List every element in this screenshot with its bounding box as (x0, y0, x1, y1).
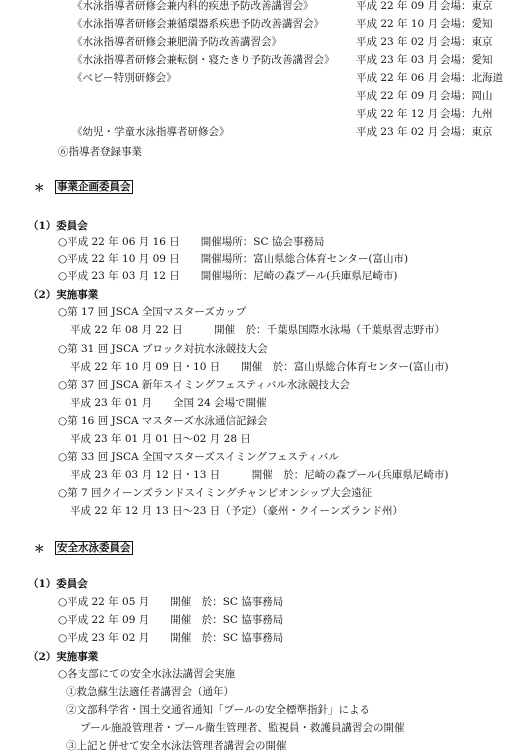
project-detail: 平成 23 年 01 月 01 日～02 月 28 日 (70, 433, 251, 445)
schedule-venue: 会場：東京 (440, 36, 493, 48)
schedule-date: 平成 22 年 06 月 (356, 72, 439, 84)
section-bullet: ＊ (34, 182, 45, 194)
section-title: 安全水泳委員会 (57, 542, 131, 554)
schedule-date: 平成 23 年 03 月 (356, 54, 439, 66)
project-detail: 平成 22 年 10 月 09 日・10 日 開催 於：富山県総合体育センター(富山市) (70, 361, 449, 373)
project-detail: 平成 22 年 12 月 13 日～23 日（予定）（豪州・クイーンズランド州） (70, 505, 404, 517)
registration-item: ⑥指導者登録事業 (58, 146, 142, 158)
list-item: プール施設管理者・プール衛生管理者、監視員・救護員講習会の開催 (80, 722, 405, 734)
meeting-item: ○平成 22 年 06 月 16 日 開催場所：SC 協会事務局 (58, 236, 325, 248)
project-detail: 平成 22 年 08 月 22 日 開催 於：千葉県国際水泳場（千葉県習志野市） (70, 324, 446, 336)
schedule-venue: 会場：九州 (440, 108, 493, 120)
schedule-date: 平成 22 年 10 月 (356, 18, 439, 30)
meeting-item: ○平成 22 年 05 月 開催 於：SC 協事務局 (58, 596, 284, 608)
committee-heading: （1）委員会 (28, 578, 88, 590)
meeting-item: ○平成 23 年 02 月 開催 於：SC 協事務局 (58, 632, 284, 644)
schedule-title: 《水泳指導者研修会兼循環器系疾患予防改善講習会》 (72, 18, 324, 30)
schedule-venue: 会場：愛知 (440, 18, 493, 30)
schedule-title: 《水泳指導者研修会兼転倒・寝たきり予防改善講習会》 (72, 54, 335, 66)
section-title: 事業企画委員会 (57, 181, 131, 193)
schedule-venue: 会場：北海道 (440, 72, 503, 84)
schedule-title: 《ベビー特別研修会》 (72, 72, 177, 84)
projects-heading: （2）実施事業 (28, 289, 99, 301)
schedule-venue: 会場：東京 (440, 0, 493, 12)
list-item: ③上記と併せて安全水泳法管理者講習会の開催 (66, 740, 287, 752)
schedule-venue: 会場：東京 (440, 126, 493, 138)
schedule-date: 平成 22 年 09 月 (356, 0, 439, 12)
project-detail: 平成 23 年 01 月 全国 24 会場で開催 (70, 397, 267, 409)
meeting-item: ○平成 22 年 10 月 09 日 開催場所：富山県総合体育センター(富山市) (58, 253, 409, 265)
meeting-item: ○平成 23 年 03 月 12 日 開催場所：尼崎の森プール(兵庫県尼崎市) (58, 270, 398, 282)
committee-heading: （1）委員会 (28, 220, 88, 232)
project-name: ○第 7 回クイーンズランドスイミングチャンピオンシップ大会遠征 (58, 487, 373, 499)
schedule-date: 平成 23 年 02 月 (356, 36, 439, 48)
projects-intro: ○各支部にての安全水泳法講習会実施 (58, 668, 236, 680)
project-name: ○第 31 回 JSCA ブロック対抗水泳競技大会 (58, 343, 268, 355)
list-item: ②文部科学省・国土交通省通知「プールの安全標準指針」による (66, 704, 370, 716)
project-name: ○第 17 回 JSCA 全国マスターズカップ (58, 306, 247, 318)
project-name: ○第 16 回 JSCA マスターズ水泳通信記録会 (58, 415, 268, 427)
schedule-venue: 会場：愛知 (440, 54, 493, 66)
meeting-item: ○平成 22 年 09 月 開催 於：SC 協事務局 (58, 614, 284, 626)
schedule-date: 平成 23 年 02 月 (356, 126, 439, 138)
list-item: ①救急蘇生法適任者講習会（通年） (66, 686, 234, 698)
schedule-date: 平成 22 年 12 月 (356, 108, 439, 120)
project-name: ○第 33 回 JSCA 全国マスターズスイミングフェスティバル (58, 451, 339, 463)
schedule-title: 《水泳指導者研修会兼肥満予防改善講習会》 (72, 36, 282, 48)
section-bullet: ＊ (34, 543, 45, 555)
project-name: ○第 37 回 JSCA 新年スイミングフェスティバル水泳競技大会 (58, 379, 350, 391)
schedule-date: 平成 22 年 09 月 (356, 90, 439, 102)
projects-heading: （2）実施事業 (28, 651, 99, 663)
schedule-venue: 会場：岡山 (440, 90, 493, 102)
project-detail: 平成 23 年 03 月 12 日・13 日 開催 於：尼崎の森プール(兵庫県尼崎市) (70, 469, 449, 481)
schedule-title: 《水泳指導者研修会兼内科的疾患予防改善講習会》 (72, 0, 314, 12)
schedule-title: 《幼児・学童水泳指導者研修会》 (72, 126, 230, 138)
